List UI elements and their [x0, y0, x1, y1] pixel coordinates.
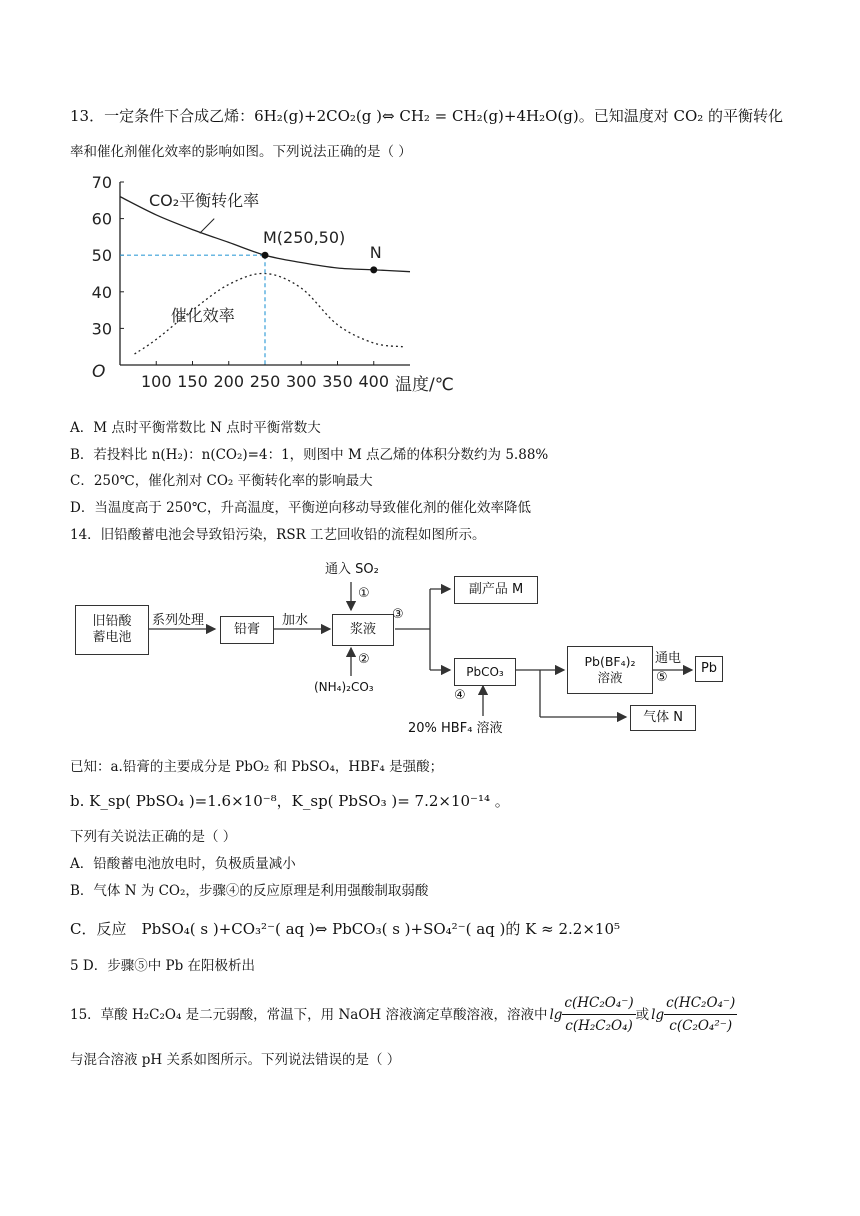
label-ammonium-carbonate: (NH₄)₂CO₃ [314, 680, 374, 694]
q14-option-b: B．气体 N 为 CO₂，步骤④的反应原理是利用强酸制取弱酸 [70, 883, 429, 899]
box-lead-paste: 铅膏 [220, 616, 274, 644]
box-old-battery: 旧铅酸 蓄电池 [75, 605, 149, 655]
x-axis-label: 温度/℃ [395, 375, 454, 395]
q15-fraction-1 [562, 992, 635, 1037]
y-tick-label: 30 [91, 319, 112, 339]
box-slurry: 浆液 [332, 614, 394, 646]
q15-fraction-1-num: c(HC₂O₄⁻) [562, 992, 635, 1015]
q14-flowchart [70, 552, 730, 742]
q15-lg-2: lg [651, 1006, 665, 1023]
label-electrolysis: 通电 [655, 651, 682, 666]
q13-option-b: B．若投料比 n(H₂)：n(CO₂)=4：1，则图中 M 点乙烯的体积分数约为 5.88% [70, 447, 549, 463]
q14-option-d: 5 D．步骤⑤中 Pb 在阳极析出 [70, 958, 256, 974]
label-step1: ① [358, 586, 370, 601]
label-hbf4-solution: 20% HBF₄ 溶液 [408, 721, 503, 736]
q13-option-d: D．当温度高于 250℃，升高温度，平衡逆向移动导致催化剂的催化效率降低 [70, 500, 531, 516]
q13-stem-line1: 13．一定条件下合成乙烯：6H₂(g)+2CO₂(g )⇔ CH₂ = CH₂(g)+4H₂O(g)。已知温度对 CO₂ 的平衡转化 [70, 107, 784, 125]
q15-stem-b: 与混合溶液 pH 关系如图所示。下列说法错误的是（ ） [70, 1052, 401, 1068]
q13-option-a: A．M 点时平衡常数比 N 点时平衡常数大 [70, 420, 321, 436]
label-step4: ④ [454, 688, 466, 703]
label-step5: ⑤ [656, 670, 668, 685]
q15-fraction-1-den: c(H₂C₂O₄) [565, 1018, 633, 1034]
y-tick-label: 50 [91, 246, 112, 266]
origin-label: O [92, 362, 106, 382]
q15-fraction-2-den: c(C₂O₄²⁻) [669, 1018, 733, 1034]
q15-fraction-2 [664, 992, 737, 1037]
co2-conversion-label: CO₂平衡转化率 [149, 190, 260, 210]
box-pb: Pb [695, 656, 723, 682]
box-pb-bf4-solution: Pb(BF₄)₂ 溶液 [567, 646, 653, 694]
q15-fraction-2-num: c(HC₂O₄⁻) [664, 992, 737, 1015]
x-tick-label: 300 [285, 372, 317, 391]
x-tick-label: 400 [358, 372, 390, 391]
label-step2: ② [358, 652, 370, 667]
q14-option-a: A．铅酸蓄电池放电时，负极质量减小 [70, 856, 296, 872]
x-tick-label: 350 [322, 372, 353, 391]
x-tick-label: 150 [177, 372, 208, 391]
q15-lg-1: lg [549, 1006, 563, 1023]
q14-stem: 14．旧铅酸蓄电池会导致铅污染，RSR 工艺回收铅的流程如图所示。 [70, 527, 486, 543]
q14-ask: 下列有关说法正确的是（ ） [70, 829, 237, 845]
x-tick-label: 100 [140, 372, 172, 391]
point-m [262, 252, 269, 259]
q15-stem-a: 15．草酸 H₂C₂O₄ 是二元弱酸，常温下，用 NaOH 溶液滴定草酸溶液，溶液中 [70, 1006, 548, 1023]
y-tick-label: 60 [91, 209, 112, 229]
label-step3: ③ [392, 607, 404, 622]
point-n [370, 266, 377, 273]
x-tick-label: 250 [249, 372, 281, 391]
co2-conversion-leader [200, 219, 215, 234]
q14-option-c: C．反应 PbSO₄( s )+CO₃²⁻( aq )⇔ PbCO₃( s )+SO₄²⁻( aq )的 K ≈ 2.2×10⁵ [70, 920, 620, 938]
q13-option-c: C．250℃，催化剂对 CO₂ 平衡转化率的影响最大 [70, 473, 373, 489]
y-tick-label: 40 [91, 282, 112, 302]
y-tick-label: 70 [91, 173, 112, 192]
x-tick-label: 200 [213, 372, 245, 391]
q14-known-a: 已知：a.铅膏的主要成分是 PbO₂ 和 PbSO₄，HBF₄ 是强酸； [70, 759, 444, 775]
q15-or: 或 [635, 1006, 650, 1023]
label-so2: 通入 SO₂ [325, 562, 379, 577]
q13-stem-line2: 率和催化剂催化效率的影响如图。下列说法正确的是（ ） [70, 144, 412, 160]
box-pbco3: PbCO₃ [454, 658, 516, 686]
point-n-label: N [369, 242, 382, 262]
label-series-treatment: 系列处理 [152, 613, 205, 628]
point-m-label: M(250,50) [263, 228, 346, 248]
q14-known-b: b. K_sp( PbSO₄ )=1.6×10⁻⁸，K_sp( PbSO₃ )= 7.2×10⁻¹⁴ 。 [70, 792, 510, 810]
q13-chart [80, 170, 480, 400]
box-byproduct-m: 副产品 M [454, 576, 538, 604]
box-gas-n: 气体 N [630, 705, 696, 731]
catalytic-efficiency-label: 催化效率 [170, 306, 235, 326]
q15-stem-first-line [70, 992, 737, 1037]
label-add-water: 加水 [282, 613, 309, 628]
